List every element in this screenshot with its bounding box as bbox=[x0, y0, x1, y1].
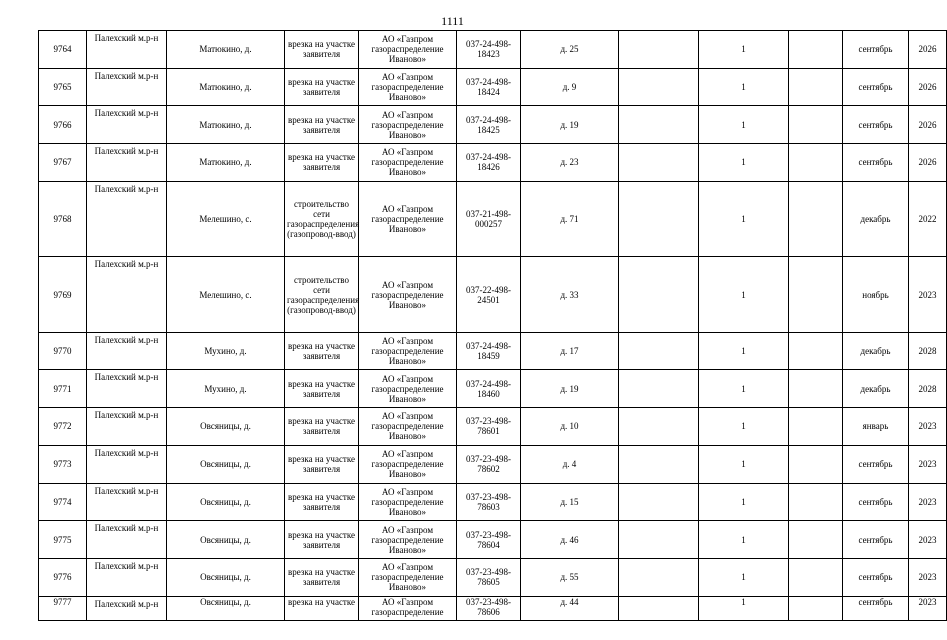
settlement-cell: Матюкино, д. bbox=[167, 68, 285, 106]
empty-cell bbox=[619, 181, 699, 257]
table-row bbox=[39, 483, 947, 521]
quantity-cell: 1 bbox=[699, 596, 789, 620]
quantity-cell: 1 bbox=[699, 106, 789, 144]
quantity-cell: 1 bbox=[699, 68, 789, 106]
code-cell: 037-24-498-18426 bbox=[457, 144, 521, 182]
page-number: 1111 bbox=[441, 14, 464, 28]
code-cell: 037-24-498-18423 bbox=[457, 31, 521, 69]
organization-cell: АО «Газпром газораспределение Иваново» bbox=[359, 332, 457, 370]
row-number-cell: 9776 bbox=[39, 558, 87, 596]
table-row bbox=[39, 68, 947, 106]
month-cell: сентябрь bbox=[843, 144, 909, 182]
code-cell: 037-23-498-78602 bbox=[457, 445, 521, 483]
organization-cell: АО «Газпром газораспределение Иваново» bbox=[359, 521, 457, 559]
empty-cell bbox=[789, 106, 843, 144]
empty-cell bbox=[789, 521, 843, 559]
organization-cell: АО «Газпром газораспределение bbox=[359, 596, 457, 620]
region-cell: Палехский м.р-н bbox=[87, 596, 167, 620]
table-body bbox=[39, 31, 947, 621]
year-cell: 2028 bbox=[909, 332, 947, 370]
work-type-cell: строительство сети газораспределения (газопровод-ввод) bbox=[285, 181, 359, 257]
code-cell: 037-23-498-78604 bbox=[457, 521, 521, 559]
code-cell: 037-24-498-18425 bbox=[457, 106, 521, 144]
year-cell: 2023 bbox=[909, 596, 947, 620]
address-cell: д. 23 bbox=[521, 144, 619, 182]
empty-cell bbox=[789, 483, 843, 521]
year-cell: 2026 bbox=[909, 31, 947, 69]
settlement-cell: Овсяницы, д. bbox=[167, 483, 285, 521]
region-cell: Палехский м.р-н bbox=[87, 558, 167, 596]
region-cell: Палехский м.р-н bbox=[87, 106, 167, 144]
code-cell: 037-24-498-18460 bbox=[457, 370, 521, 408]
address-cell: д. 17 bbox=[521, 332, 619, 370]
table-row bbox=[39, 257, 947, 333]
year-cell: 2028 bbox=[909, 370, 947, 408]
address-cell: д. 46 bbox=[521, 521, 619, 559]
empty-cell bbox=[789, 257, 843, 333]
work-type-cell: врезка на участке заявителя bbox=[285, 521, 359, 559]
organization-cell: АО «Газпром газораспределение Иваново» bbox=[359, 483, 457, 521]
organization-cell: АО «Газпром газораспределение Иваново» bbox=[359, 144, 457, 182]
settlement-cell: Овсяницы, д. bbox=[167, 558, 285, 596]
code-cell: 037-23-498-78603 bbox=[457, 483, 521, 521]
empty-cell bbox=[619, 558, 699, 596]
empty-cell bbox=[789, 144, 843, 182]
year-cell: 2023 bbox=[909, 408, 947, 446]
table-row bbox=[39, 596, 947, 620]
empty-cell bbox=[789, 408, 843, 446]
empty-cell bbox=[619, 31, 699, 69]
empty-cell bbox=[789, 181, 843, 257]
work-type-cell: врезка на участке bbox=[285, 596, 359, 620]
work-type-cell: врезка на участке заявителя bbox=[285, 408, 359, 446]
row-number-cell: 9777 bbox=[39, 596, 87, 620]
code-cell: 037-23-498-78606 bbox=[457, 596, 521, 620]
address-cell: д. 15 bbox=[521, 483, 619, 521]
month-cell: сентябрь bbox=[843, 521, 909, 559]
table-row bbox=[39, 521, 947, 559]
region-cell: Палехский м.р-н bbox=[87, 31, 167, 69]
quantity-cell: 1 bbox=[699, 445, 789, 483]
work-type-cell: строительство сети газораспределения (газопровод-ввод) bbox=[285, 257, 359, 333]
quantity-cell: 1 bbox=[699, 483, 789, 521]
quantity-cell: 1 bbox=[699, 521, 789, 559]
settlement-cell: Матюкино, д. bbox=[167, 31, 285, 69]
quantity-cell: 1 bbox=[699, 257, 789, 333]
table-row bbox=[39, 181, 947, 257]
empty-cell bbox=[789, 332, 843, 370]
quantity-cell: 1 bbox=[699, 31, 789, 69]
address-cell: д. 4 bbox=[521, 445, 619, 483]
region-cell: Палехский м.р-н bbox=[87, 181, 167, 257]
organization-cell: АО «Газпром газораспределение Иваново» bbox=[359, 31, 457, 69]
year-cell: 2023 bbox=[909, 483, 947, 521]
month-cell: декабрь bbox=[843, 332, 909, 370]
row-number-cell: 9770 bbox=[39, 332, 87, 370]
settlement-cell: Мелешино, с. bbox=[167, 181, 285, 257]
settlement-cell: Овсяницы, д. bbox=[167, 521, 285, 559]
month-cell: декабрь bbox=[843, 181, 909, 257]
work-type-cell: врезка на участке заявителя bbox=[285, 558, 359, 596]
settlement-cell: Мухино, д. bbox=[167, 370, 285, 408]
work-type-cell: врезка на участке заявителя bbox=[285, 68, 359, 106]
region-cell: Палехский м.р-н bbox=[87, 257, 167, 333]
region-cell: Палехский м.р-н bbox=[87, 370, 167, 408]
settlement-cell: Мелешино, с. bbox=[167, 257, 285, 333]
quantity-cell: 1 bbox=[699, 370, 789, 408]
quantity-cell: 1 bbox=[699, 408, 789, 446]
empty-cell bbox=[619, 521, 699, 559]
address-cell: д. 10 bbox=[521, 408, 619, 446]
month-cell: сентябрь bbox=[843, 558, 909, 596]
empty-cell bbox=[619, 257, 699, 333]
code-cell: 037-23-498-78605 bbox=[457, 558, 521, 596]
empty-cell bbox=[619, 332, 699, 370]
empty-cell bbox=[619, 68, 699, 106]
month-cell: сентябрь bbox=[843, 106, 909, 144]
organization-cell: АО «Газпром газораспределение Иваново» bbox=[359, 106, 457, 144]
table-row bbox=[39, 144, 947, 182]
organization-cell: АО «Газпром газораспределение Иваново» bbox=[359, 408, 457, 446]
month-cell: декабрь bbox=[843, 370, 909, 408]
quantity-cell: 1 bbox=[699, 332, 789, 370]
code-cell: 037-21-498-000257 bbox=[457, 181, 521, 257]
quantity-cell: 1 bbox=[699, 144, 789, 182]
empty-cell bbox=[619, 106, 699, 144]
year-cell: 2026 bbox=[909, 68, 947, 106]
year-cell: 2022 bbox=[909, 181, 947, 257]
empty-cell bbox=[789, 558, 843, 596]
organization-cell: АО «Газпром газораспределение Иваново» bbox=[359, 445, 457, 483]
settlement-cell: Матюкино, д. bbox=[167, 144, 285, 182]
month-cell: сентябрь bbox=[843, 68, 909, 106]
address-cell: д. 33 bbox=[521, 257, 619, 333]
address-cell: д. 9 bbox=[521, 68, 619, 106]
empty-cell bbox=[619, 370, 699, 408]
month-cell: сентябрь bbox=[843, 483, 909, 521]
region-cell: Палехский м.р-н bbox=[87, 408, 167, 446]
empty-cell bbox=[789, 68, 843, 106]
work-type-cell: врезка на участке заявителя bbox=[285, 106, 359, 144]
month-cell: сентябрь bbox=[843, 31, 909, 69]
empty-cell bbox=[619, 483, 699, 521]
table-row bbox=[39, 408, 947, 446]
settlement-cell: Матюкино, д. bbox=[167, 106, 285, 144]
table-row bbox=[39, 332, 947, 370]
registry-table bbox=[38, 30, 947, 621]
empty-cell bbox=[619, 144, 699, 182]
region-cell: Палехский м.р-н bbox=[87, 68, 167, 106]
quantity-cell: 1 bbox=[699, 558, 789, 596]
organization-cell: АО «Газпром газораспределение Иваново» bbox=[359, 181, 457, 257]
settlement-cell: Овсяницы, д. bbox=[167, 408, 285, 446]
table-row bbox=[39, 370, 947, 408]
month-cell: январь bbox=[843, 408, 909, 446]
address-cell: д. 19 bbox=[521, 106, 619, 144]
row-number-cell: 9766 bbox=[39, 106, 87, 144]
empty-cell bbox=[619, 408, 699, 446]
table-row bbox=[39, 31, 947, 69]
code-cell: 037-23-498-78601 bbox=[457, 408, 521, 446]
work-type-cell: врезка на участке заявителя bbox=[285, 483, 359, 521]
row-number-cell: 9767 bbox=[39, 144, 87, 182]
empty-cell bbox=[619, 445, 699, 483]
empty-cell bbox=[789, 31, 843, 69]
address-cell: д. 25 bbox=[521, 31, 619, 69]
work-type-cell: врезка на участке заявителя bbox=[285, 31, 359, 69]
code-cell: 037-24-498-18459 bbox=[457, 332, 521, 370]
work-type-cell: врезка на участке заявителя bbox=[285, 332, 359, 370]
year-cell: 2026 bbox=[909, 106, 947, 144]
empty-cell bbox=[789, 596, 843, 620]
region-cell: Палехский м.р-н bbox=[87, 445, 167, 483]
code-cell: 037-22-498-24501 bbox=[457, 257, 521, 333]
settlement-cell: Овсяницы, д. bbox=[167, 445, 285, 483]
work-type-cell: врезка на участке заявителя bbox=[285, 445, 359, 483]
settlement-cell: Мухино, д. bbox=[167, 332, 285, 370]
table-row bbox=[39, 445, 947, 483]
row-number-cell: 9764 bbox=[39, 31, 87, 69]
address-cell: д. 71 bbox=[521, 181, 619, 257]
address-cell: д. 19 bbox=[521, 370, 619, 408]
row-number-cell: 9769 bbox=[39, 257, 87, 333]
row-number-cell: 9771 bbox=[39, 370, 87, 408]
year-cell: 2026 bbox=[909, 144, 947, 182]
year-cell: 2023 bbox=[909, 445, 947, 483]
empty-cell bbox=[789, 445, 843, 483]
month-cell: сентябрь bbox=[843, 445, 909, 483]
empty-cell bbox=[619, 596, 699, 620]
code-cell: 037-24-498-18424 bbox=[457, 68, 521, 106]
organization-cell: АО «Газпром газораспределение Иваново» bbox=[359, 558, 457, 596]
work-type-cell: врезка на участке заявителя bbox=[285, 144, 359, 182]
region-cell: Палехский м.р-н bbox=[87, 332, 167, 370]
row-number-cell: 9773 bbox=[39, 445, 87, 483]
month-cell: ноябрь bbox=[843, 257, 909, 333]
row-number-cell: 9772 bbox=[39, 408, 87, 446]
organization-cell: АО «Газпром газораспределение Иваново» bbox=[359, 257, 457, 333]
organization-cell: АО «Газпром газораспределение Иваново» bbox=[359, 68, 457, 106]
table-row bbox=[39, 558, 947, 596]
year-cell: 2023 bbox=[909, 558, 947, 596]
year-cell: 2023 bbox=[909, 521, 947, 559]
month-cell: сентябрь bbox=[843, 596, 909, 620]
address-cell: д. 55 bbox=[521, 558, 619, 596]
row-number-cell: 9768 bbox=[39, 181, 87, 257]
quantity-cell: 1 bbox=[699, 181, 789, 257]
address-cell: д. 44 bbox=[521, 596, 619, 620]
settlement-cell: Овсяницы, д. bbox=[167, 596, 285, 620]
work-type-cell: врезка на участке заявителя bbox=[285, 370, 359, 408]
row-number-cell: 9765 bbox=[39, 68, 87, 106]
region-cell: Палехский м.р-н bbox=[87, 144, 167, 182]
row-number-cell: 9774 bbox=[39, 483, 87, 521]
region-cell: Палехский м.р-н bbox=[87, 521, 167, 559]
year-cell: 2023 bbox=[909, 257, 947, 333]
table-row bbox=[39, 106, 947, 144]
organization-cell: АО «Газпром газораспределение Иваново» bbox=[359, 370, 457, 408]
region-cell: Палехский м.р-н bbox=[87, 483, 167, 521]
row-number-cell: 9775 bbox=[39, 521, 87, 559]
empty-cell bbox=[789, 370, 843, 408]
